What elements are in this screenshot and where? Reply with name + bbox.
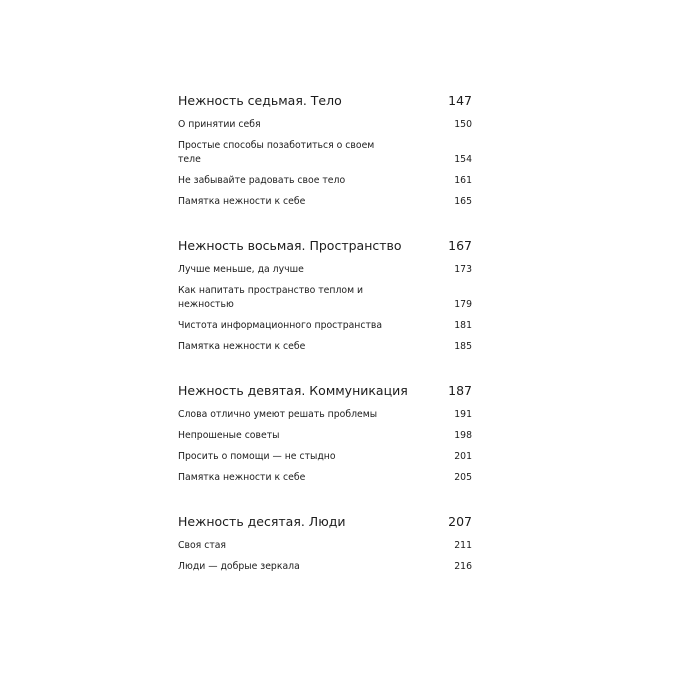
entry-page-number: 154 [454, 154, 472, 165]
entry-title: Своя стая [178, 540, 227, 551]
entry-title: Простые способы позаботиться о своем теле [178, 140, 375, 165]
chapter-heading [178, 235, 472, 263]
table-of-contents [178, 90, 472, 600]
entry-page-number: 201 [454, 451, 472, 462]
entry-title: Чистота информационного пространства [178, 320, 383, 331]
entry-page-number: 211 [454, 540, 472, 551]
entry-page-number: 173 [454, 264, 472, 275]
chapter-heading [178, 380, 472, 408]
entry-title: Как напитать пространство теплом и нежностью [178, 285, 364, 310]
entry-title: Памятка нежности к себе [178, 341, 306, 352]
chapter-page-number: 207 [448, 514, 472, 529]
toc-entry [178, 450, 472, 464]
toc-entry [178, 139, 472, 167]
chapter-title: Нежность восьмая. Пространство [178, 238, 402, 253]
entry-title: О принятии себя [178, 119, 261, 130]
entry-page-number: 216 [454, 561, 472, 572]
entry-title: Лучше меньше, да лучше [178, 264, 304, 275]
entry-page-number: 198 [454, 430, 472, 441]
toc-entry [178, 118, 472, 132]
toc-section-body [178, 90, 472, 209]
entry-page-number: 179 [454, 299, 472, 310]
chapter-title: Нежность десятая. Люди [178, 514, 346, 529]
entry-page-number: 161 [454, 175, 472, 186]
toc-section-communication [178, 380, 472, 485]
entry-page-number: 165 [454, 196, 472, 207]
entry-page-number: 150 [454, 119, 472, 130]
chapter-heading [178, 90, 472, 118]
entry-page-number: 205 [454, 472, 472, 483]
toc-section-people [178, 511, 472, 574]
toc-section-space [178, 235, 472, 354]
chapter-title: Нежность седьмая. Тело [178, 93, 342, 108]
entry-title: Не забывайте радовать свое тело [178, 175, 346, 186]
toc-entry [178, 408, 472, 422]
entry-page-number: 191 [454, 409, 472, 420]
toc-entry [178, 195, 472, 209]
entry-title: Непрошеные советы [178, 430, 280, 441]
entry-title: Памятка нежности к себе [178, 196, 306, 207]
entry-title: Люди — добрые зеркала [178, 561, 300, 572]
toc-entry [178, 174, 472, 188]
toc-entry [178, 263, 472, 277]
toc-entry [178, 471, 472, 485]
chapter-page-number: 147 [448, 93, 472, 108]
entry-page-number: 185 [454, 341, 472, 352]
chapter-page-number: 167 [448, 238, 472, 253]
toc-entry [178, 560, 472, 574]
entry-page-number: 181 [454, 320, 472, 331]
entry-title: Памятка нежности к себе [178, 472, 306, 483]
toc-entry [178, 340, 472, 354]
toc-entry [178, 284, 472, 312]
toc-entry [178, 539, 472, 553]
entry-title: Просить о помощи — не стыдно [178, 451, 336, 462]
toc-entry [178, 319, 472, 333]
entry-title: Слова отлично умеют решать проблемы [178, 409, 378, 420]
chapter-heading [178, 511, 472, 539]
toc-entry [178, 429, 472, 443]
chapter-page-number: 187 [448, 383, 472, 398]
chapter-title: Нежность девятая. Коммуникация [178, 383, 408, 398]
